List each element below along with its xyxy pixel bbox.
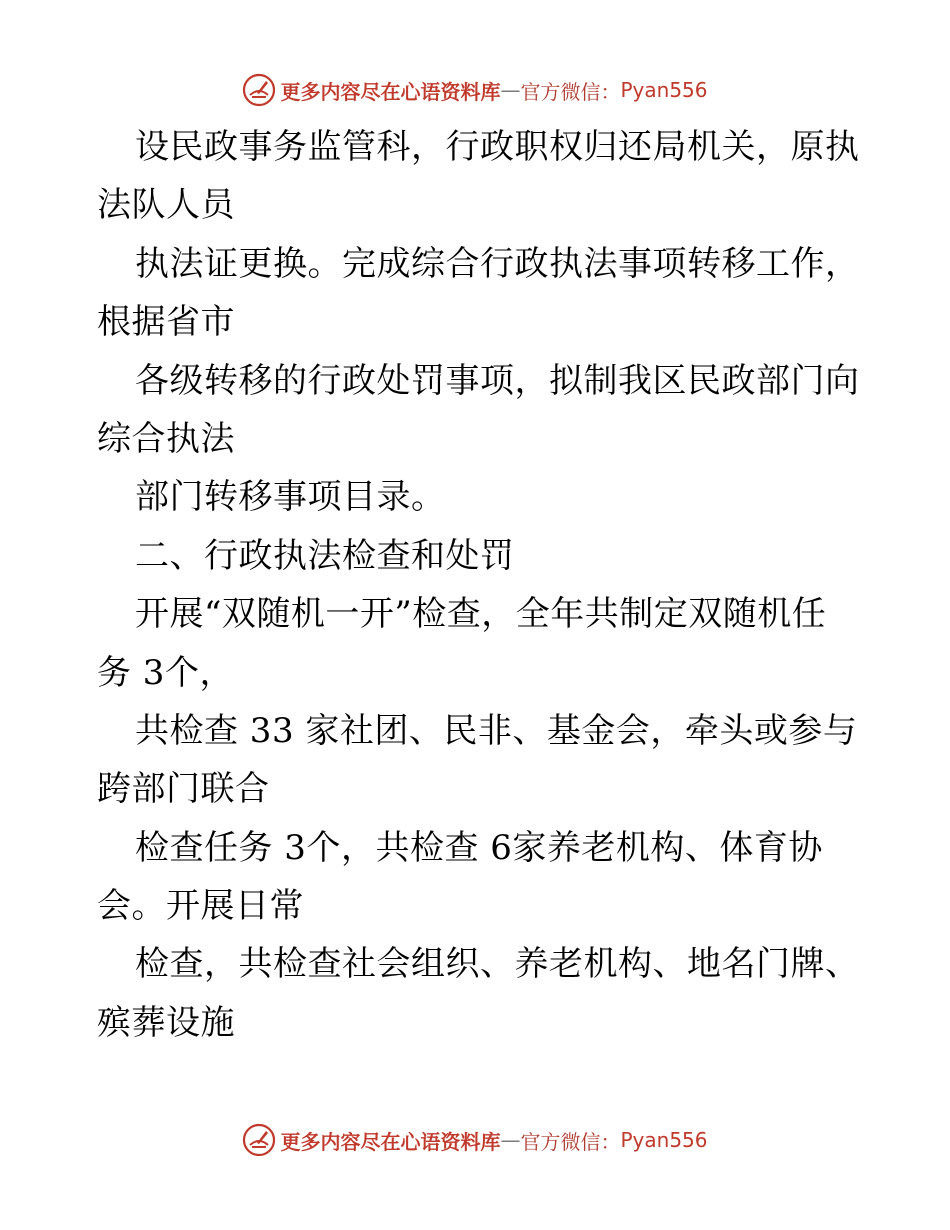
body-line: 设民政事务监管科，行政职权归还局机关，原执 [135, 127, 860, 167]
header-watermark [0, 73, 950, 107]
watermark-separator: — [500, 78, 521, 102]
body-line: 务 3个， [97, 652, 234, 693]
body-line: 会。开展日常 [97, 886, 304, 927]
body-line: 共检查 33 家社团、民非、基金会，牵头或参与 [135, 710, 858, 751]
watermark-wechat-label: 官方微信： [520, 1129, 621, 1154]
document-body [97, 118, 860, 1052]
body-line: 执法证更换。完成综合行政执法事项转移工作， [135, 243, 860, 284]
watermark-main-text: 更多内容尽在心语资料库 [280, 1129, 501, 1154]
body-line: 检查，共检查社会组织、养老机构、地名门牌、 [135, 944, 860, 985]
body-line: 跨部门联合 [97, 769, 270, 810]
section-heading: 二、行政执法检查和处罚 [135, 535, 515, 576]
body-line: 法队人员 [97, 185, 235, 226]
footer-watermark [0, 1123, 950, 1157]
watermark-separator: — [500, 1128, 521, 1152]
body-line: 各级转移的行政处罚事项，拟制我区民政部门向 [135, 360, 860, 401]
body-line: 殡葬设施 [97, 1002, 235, 1043]
body-line: 开展“双随机一开”检查，全年共制定双随机任 [135, 594, 827, 635]
book-quill-icon [242, 73, 276, 107]
watermark-wechat-label: 官方微信： [520, 79, 621, 104]
body-line: 部门转移事项目录。 [135, 477, 446, 518]
book-quill-icon [242, 1123, 276, 1157]
body-line: 综合执法 [97, 418, 235, 459]
body-line: 根据省市 [97, 302, 235, 343]
body-line: 检查任务 3个，共检查 6家养老机构、体育协 [135, 827, 823, 868]
watermark-wechat-id: Pyan556 [620, 78, 708, 102]
watermark-wechat-id: Pyan556 [620, 1128, 708, 1152]
watermark-main-text: 更多内容尽在心语资料库 [280, 79, 501, 104]
